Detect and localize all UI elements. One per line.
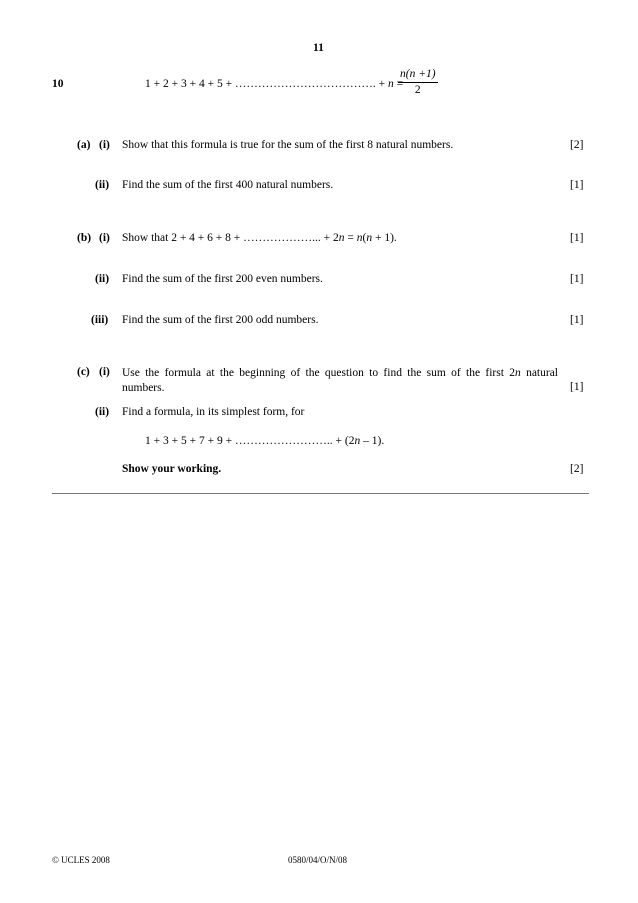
footer-copyright: © UCLES 2008 xyxy=(52,855,110,865)
question-number: 10 xyxy=(52,78,64,90)
formula-fraction xyxy=(398,68,438,97)
part-c-label: (c) xyxy=(77,366,90,378)
part-c-ii-label: (ii) xyxy=(95,406,110,418)
formula-series xyxy=(145,78,403,92)
part-a-i-marks: [2] xyxy=(570,139,584,151)
part-b-i-text-mid: = xyxy=(344,232,357,244)
part-c-ii-marks: [2] xyxy=(570,463,584,475)
formula-series-text: 1 + 2 + 3 + 4 + 5 + ………………………………. + xyxy=(145,78,389,90)
part-c-ii-series-var: n xyxy=(354,435,361,447)
part-c-i-marks: [1] xyxy=(570,381,584,393)
part-b-iii-marks: [1] xyxy=(570,314,584,326)
formula-equals: = xyxy=(393,78,404,90)
page-number: 11 xyxy=(313,42,324,54)
part-a-i-label: (i) xyxy=(99,139,110,151)
part-c-ii-series-post: – 1). xyxy=(360,435,385,447)
part-b-i-var3: n xyxy=(366,232,373,244)
section-divider xyxy=(52,493,589,494)
part-b-iii-label: (iii) xyxy=(91,314,109,326)
part-a-i-text: Show that this formula is true for the sum of the first 8 natural numbers. xyxy=(122,139,454,151)
part-c-ii-text: Find a formula, in its simplest form, for xyxy=(122,406,305,418)
footer-code: 0580/04/O/N/08 xyxy=(288,855,348,865)
part-c-i-text xyxy=(122,366,558,396)
part-b-i-var1: n xyxy=(338,232,345,244)
part-b-i-label: (i) xyxy=(99,232,110,244)
part-b-ii-text: Find the sum of the first 200 even numbers. xyxy=(122,273,323,285)
part-b-ii-label: (ii) xyxy=(95,273,110,285)
formula-var-n: n xyxy=(388,78,394,90)
part-a-ii-text: Find the sum of the first 400 natural numbers. xyxy=(122,179,334,191)
part-c-i-text-post: natural numbers. xyxy=(122,367,558,394)
part-c-i-label: (i) xyxy=(99,366,110,378)
part-b-i-text-post: + 1). xyxy=(372,232,397,244)
part-a-ii-label: (ii) xyxy=(95,179,110,191)
part-c-i-var: n xyxy=(515,367,521,379)
part-b-label: (b) xyxy=(77,232,92,244)
part-b-iii-text: Find the sum of the first 200 odd numbers. xyxy=(122,314,319,326)
part-b-i-var2: n xyxy=(356,232,363,244)
part-a-label: (a) xyxy=(77,139,91,151)
part-c-ii-series-pre: 1 + 3 + 5 + 7 + 9 + …………………….. + (2 xyxy=(145,435,355,447)
part-c-i-text-pre: Use the formula at the beginning of the question to find the sum of the first 2 xyxy=(122,367,515,379)
part-b-ii-marks: [1] xyxy=(570,273,584,285)
part-b-i-marks: [1] xyxy=(570,232,584,244)
part-b-i-text-mid2: ( xyxy=(362,232,367,244)
part-b-i-text-pre: Show that 2 + 4 + 6 + 8 + ………………... + 2 xyxy=(122,232,339,244)
part-b-i-text xyxy=(122,232,397,246)
part-a-ii-marks: [1] xyxy=(570,179,584,191)
part-c-ii-instruction: Show your working. xyxy=(122,463,222,475)
formula-denominator: 2 xyxy=(414,84,421,97)
formula-numerator: n(n +1) xyxy=(398,68,438,83)
part-c-ii-series xyxy=(145,435,384,449)
